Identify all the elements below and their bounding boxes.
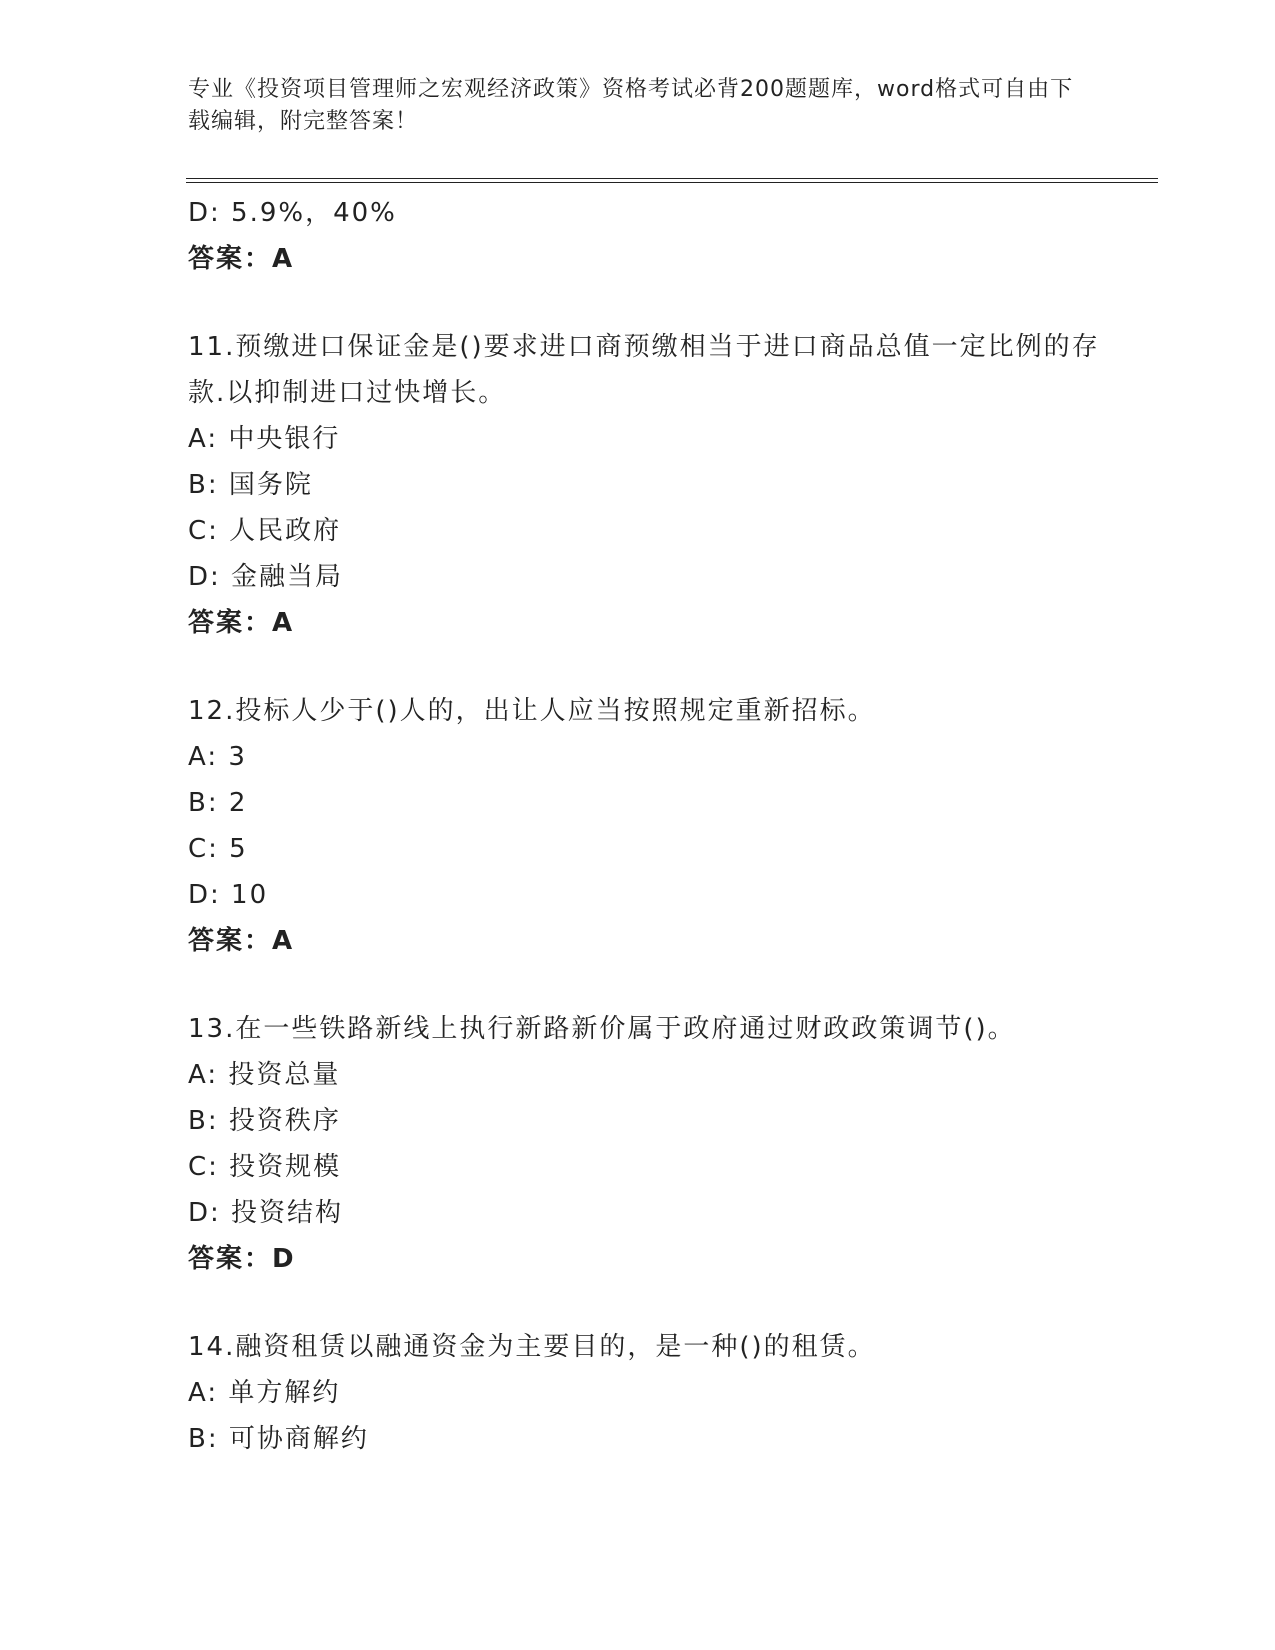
option-b: B: 投资秩序	[188, 1106, 341, 1136]
option-d: D: 5.9%，40%	[188, 198, 397, 228]
option-a: A: 单方解约	[188, 1378, 341, 1408]
header-title: 专业《投资项目管理师之宏观经济政策》资格考试必背200题题库，word格式可自由下载编辑，附完整答案！	[188, 77, 1074, 134]
question-text: 13.在一些铁路新线上执行新路新价属于政府通过财政政策调节()。	[188, 1014, 1016, 1044]
answer-label: 答案：A	[188, 608, 295, 638]
question-list	[188, 190, 1108, 1462]
question-13	[188, 1006, 1108, 1282]
header-divider	[186, 178, 1158, 183]
option-a: A: 中央银行	[188, 424, 341, 454]
option-b: B: 国务院	[188, 470, 313, 500]
option-d: D: 投资结构	[188, 1198, 344, 1228]
previous-question-tail	[188, 190, 1108, 282]
answer-label: 答案：A	[188, 244, 295, 274]
question-14	[188, 1324, 1108, 1462]
option-c: C: 5	[188, 834, 248, 864]
option-d: D: 10	[188, 880, 269, 910]
question-text: 14.融资租赁以融通资金为主要目的，是一种()的租赁。	[188, 1332, 876, 1362]
page-header	[188, 74, 1088, 138]
answer-label: 答案：A	[188, 926, 295, 956]
option-b: B: 2	[188, 788, 248, 818]
question-12	[188, 688, 1108, 964]
option-c: C: 投资规模	[188, 1152, 342, 1182]
question-11	[188, 324, 1108, 646]
option-a: A: 3	[188, 742, 247, 772]
option-a: A: 投资总量	[188, 1060, 341, 1090]
question-text: 12.投标人少于()人的，出让人应当按照规定重新招标。	[188, 696, 876, 726]
question-text: 11.预缴进口保证金是()要求进口商预缴相当于进口商品总值一定比例的存款.以抑制进口过快增长。	[188, 332, 1100, 408]
answer-label: 答案：D	[188, 1244, 296, 1274]
option-d: D: 金融当局	[188, 562, 344, 592]
option-c: C: 人民政府	[188, 516, 342, 546]
option-b: B: 可协商解约	[188, 1424, 369, 1454]
